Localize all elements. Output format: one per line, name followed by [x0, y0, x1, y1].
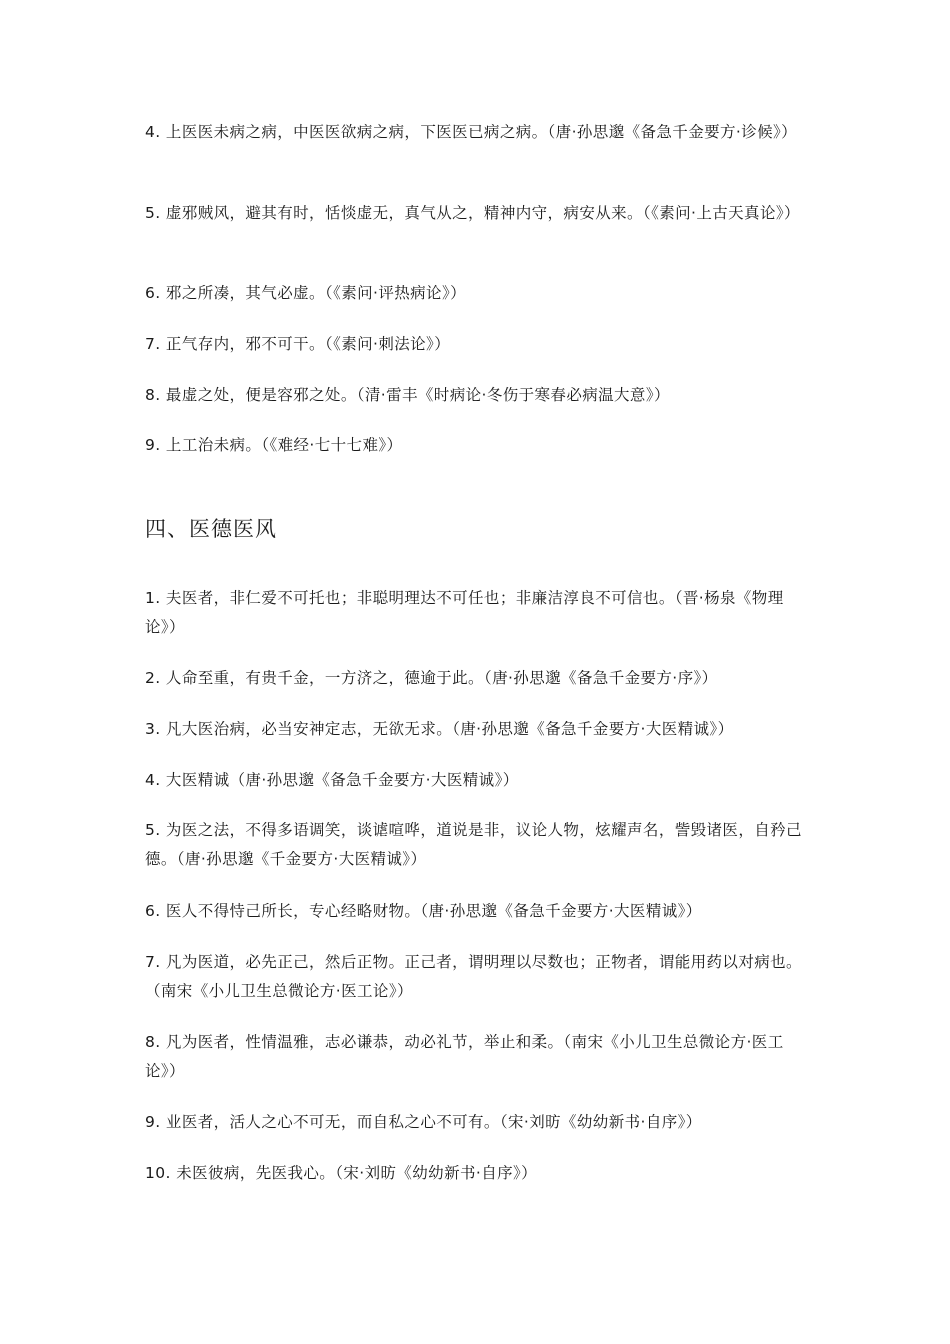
item-number: 10.: [145, 1164, 171, 1182]
item-text: 凡为医道，必先正己，然后正物。正己者，谓明理以尽数也；正物者，谓能用药以对病也。（南宋《小儿卫生总微论方·医工论》）: [145, 953, 802, 1000]
item-number: 5.: [145, 204, 161, 222]
quote-item: [145, 118, 810, 147]
quote-item: [145, 664, 810, 693]
item-text: 夫医者，非仁爱不可托也；非聪明理达不可任也；非廉洁淳良不可信也。（晋·杨泉《物理论》）: [145, 589, 784, 636]
quote-item: [145, 1028, 810, 1086]
quote-item: [145, 199, 810, 228]
item-text: 正气存内，邪不可干。（《素问·刺法论》）: [165, 335, 451, 353]
item-text: 为医之法，不得多语调笑，谈谑喧哗，道说是非，议论人物，炫耀声名，訾毁诸医，自矜己德。（唐·孙思邈《千金要方·大医精诚》）: [145, 821, 802, 868]
item-text: 邪之所凑，其气必虚。（《素问·评热病论》）: [165, 284, 467, 302]
quote-item: [145, 431, 810, 460]
item-number: 2.: [145, 669, 161, 687]
item-number: 8.: [145, 1033, 161, 1051]
item-number: 4.: [145, 771, 161, 789]
item-text: 上工治未病。（《难经·七十七难》）: [165, 436, 403, 454]
item-text: 未医彼病，先医我心。（宋·刘昉《幼幼新书·自序》）: [176, 1164, 538, 1182]
quote-item: [145, 948, 810, 1006]
item-text: 凡大医治病，必当安神定志，无欲无求。（唐·孙思邈《备急千金要方·大医精诚》）: [165, 720, 734, 738]
item-text: 大医精诚（唐·孙思邈《备急千金要方·大医精诚》）: [165, 771, 519, 789]
item-text: 业医者，活人之心不可无，而自私之心不可有。（宋·刘昉《幼幼新书·自序》）: [165, 1113, 702, 1131]
quote-item: [145, 584, 810, 642]
quote-item: [145, 766, 810, 795]
item-number: 3.: [145, 720, 161, 738]
item-number: 5.: [145, 821, 161, 839]
quote-item: [145, 381, 810, 410]
item-number: 1.: [145, 589, 161, 607]
quote-item: [145, 816, 810, 874]
item-number: 4.: [145, 123, 161, 141]
quote-item: [145, 330, 810, 359]
item-number: 9.: [145, 436, 161, 454]
item-text: 上医医未病之病，中医医欲病之病，下医医已病之病。（唐·孙思邈《备急千金要方·诊候》）: [165, 123, 798, 141]
item-text: 虚邪贼风，避其有时，恬惔虚无，真气从之，精神内守，病安从来。（《素问·上古天真论》）: [165, 204, 800, 222]
section-heading: 四、医德医风: [145, 517, 277, 541]
quote-item: [145, 1108, 810, 1137]
quote-item: [145, 715, 810, 744]
item-text: 凡为医者，性情温雅，志必谦恭，动必礼节，举止和柔。（南宋《小儿卫生总微论方·医工论》）: [145, 1033, 784, 1080]
item-text: 最虚之处，便是容邪之处。（清·雷丰《时病论·冬伤于寒春必病温大意》）: [165, 386, 670, 404]
item-text: 人命至重，有贵千金，一方济之，德逾于此。（唐·孙思邈《备急千金要方·序》）: [165, 669, 718, 687]
item-text: 医人不得恃己所长，专心经略财物。（唐·孙思邈《备急千金要方·大医精诚》）: [165, 902, 702, 920]
quote-item: [145, 279, 810, 308]
item-number: 8.: [145, 386, 161, 404]
item-number: 6.: [145, 902, 161, 920]
item-number: 9.: [145, 1113, 161, 1131]
item-number: 7.: [145, 953, 161, 971]
quote-item: [145, 1159, 810, 1188]
item-number: 7.: [145, 335, 161, 353]
quote-item: [145, 897, 810, 926]
item-number: 6.: [145, 284, 161, 302]
